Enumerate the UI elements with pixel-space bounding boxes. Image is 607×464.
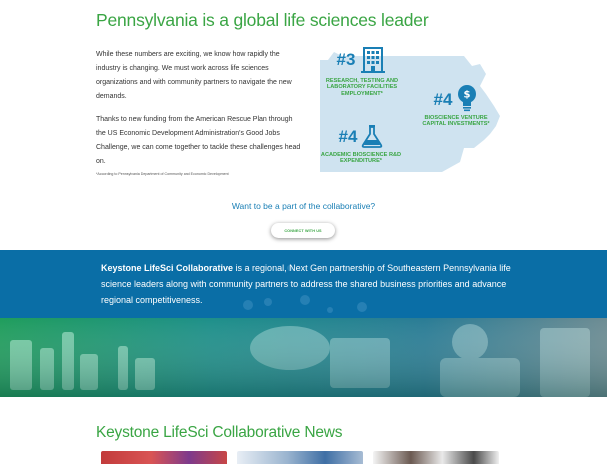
about-band (0, 250, 607, 318)
stat-rank: #4 (433, 90, 453, 109)
lab-photo (0, 318, 607, 397)
flask-icon (361, 124, 383, 148)
stat-label: RESEARCH, TESTING AND LABORATORY FACILITIES EMPLOYMENT* (325, 78, 399, 97)
stat-research-employment (319, 46, 405, 97)
hero-title: Pennsylvania is a global life sciences leader (96, 10, 429, 30)
stat-rank: #4 (338, 127, 358, 146)
source-footnote: *According to Pennsylvania Department of Community and Economic Development (96, 172, 229, 176)
news-card[interactable] (373, 451, 499, 464)
lightbulb-dollar-icon (456, 84, 478, 112)
collaborative-name: Keystone LifeSci Collaborative (101, 263, 234, 273)
stat-label: ACADEMIC BIOSCIENCE R&D EXPENDITURE* (320, 152, 402, 165)
news-title: Keystone LifeSci Collaborative News (96, 424, 343, 441)
intro-text (96, 48, 301, 178)
intro-paragraph-2: Thanks to new funding from the American Rescue Plan through the US Economic Development Administration's Good Jobs Challenge, we can come together to tackle these challenges head on. (96, 116, 301, 165)
about-body: is a regional, Next Gen partnership of Southeastern Pennsylvania life science leaders along with community partners to address the shared business priorities and advance regional competitiveness. (101, 263, 511, 305)
about-description (101, 260, 511, 308)
stat-label: BIOSCIENCE VENTURE CAPITAL INVESTMENTS* (422, 115, 490, 128)
cta-question: Want to be a part of the collaborative? (231, 201, 376, 211)
news-card[interactable] (101, 451, 227, 464)
svg-text:$: $ (463, 89, 471, 101)
connect-with-us-button[interactable]: CONNECT WITH US (271, 223, 335, 238)
lab-photo-illustration (0, 318, 607, 397)
intro-paragraph-1: While these numbers are exciting, we know how rapidly the industry is changing. We must work across life sciences organizations and with community partners to navigate the new demands. (96, 51, 292, 100)
stat-venture-capital (413, 84, 499, 128)
news-card[interactable] (237, 451, 363, 464)
building-icon (359, 46, 387, 74)
stat-academic-rd (318, 124, 404, 165)
stat-rank: #3 (336, 50, 356, 69)
